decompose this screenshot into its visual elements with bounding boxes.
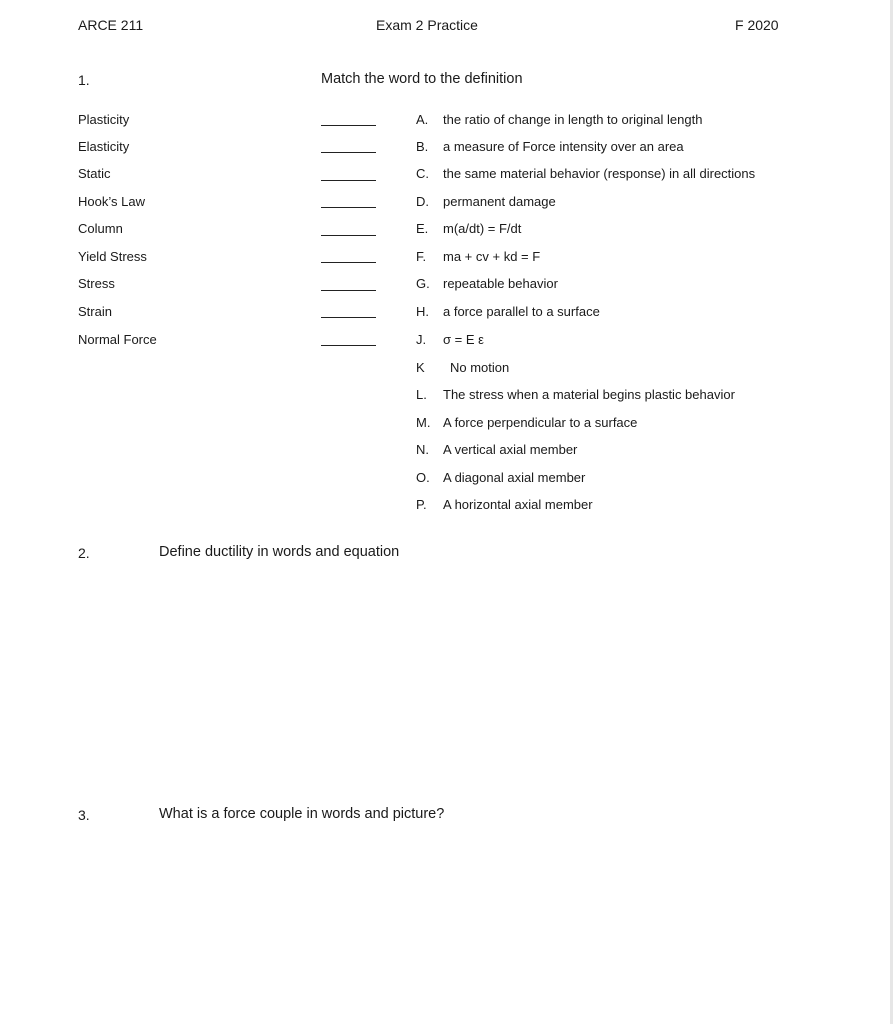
definition-letter: J. — [416, 332, 427, 347]
term-item: Plasticity — [78, 112, 130, 127]
definition-letter: C. — [416, 166, 429, 181]
answer-blank[interactable] — [321, 345, 376, 346]
definition-letter: H. — [416, 304, 429, 319]
definition-text: the ratio of change in length to original length — [443, 112, 703, 127]
answer-blank[interactable] — [321, 152, 376, 153]
term-item: Strain — [78, 304, 112, 319]
term-item: Column — [78, 221, 123, 236]
course-code: ARCE 211 — [78, 17, 144, 33]
definition-text: permanent damage — [443, 194, 556, 209]
question-2-number: 2. — [78, 545, 90, 561]
definition-text: No motion — [450, 360, 510, 375]
term-item: Static — [78, 166, 111, 181]
term-label: F 2020 — [735, 17, 779, 33]
question-2-prompt: Define ductility in words and equation — [159, 544, 400, 560]
question-3-prompt: What is a force couple in words and picture? — [159, 806, 445, 822]
definition-text: the same material behavior (response) in all directions — [443, 166, 756, 181]
answer-blank[interactable] — [321, 235, 376, 236]
definition-letter: B. — [416, 139, 429, 154]
definition-letter: G. — [416, 276, 430, 291]
term-item: Hook’s Law — [78, 194, 145, 209]
definition-text: σ = E ε — [443, 332, 484, 347]
definition-text: The stress when a material begins plastic behavior — [443, 387, 735, 402]
term-item: Stress — [78, 276, 115, 291]
definition-text: a measure of Force intensity over an area — [443, 139, 684, 154]
definition-text: ma + cv + kd = F — [443, 249, 541, 264]
answer-blank[interactable] — [321, 207, 376, 208]
term-item: Normal Force — [78, 332, 157, 347]
definition-letter: L. — [416, 387, 427, 402]
exam-title: Exam 2 Practice — [376, 17, 478, 33]
answer-blank[interactable] — [321, 262, 376, 263]
definition-letter: P. — [416, 497, 427, 512]
answer-blank[interactable] — [321, 317, 376, 318]
definition-letter: N. — [416, 442, 429, 457]
definition-letter: M. — [416, 415, 431, 430]
definition-letter: D. — [416, 194, 429, 209]
definition-letter: O. — [416, 470, 430, 485]
definition-text: A vertical axial member — [443, 442, 578, 457]
definition-text: A diagonal axial member — [443, 470, 586, 485]
definition-letter: F. — [416, 249, 427, 264]
answer-blank[interactable] — [321, 180, 376, 181]
definition-text: A horizontal axial member — [443, 497, 593, 512]
definition-text: A force perpendicular to a surface — [443, 415, 638, 430]
answer-blank[interactable] — [321, 125, 376, 126]
term-item: Yield Stress — [78, 249, 147, 264]
definition-letter: A. — [416, 112, 429, 127]
definition-text: m(a/dt) = F/dt — [443, 221, 522, 236]
definition-text: repeatable behavior — [443, 276, 558, 291]
definition-text: a force parallel to a surface — [443, 304, 600, 319]
definition-letter: E. — [416, 221, 429, 236]
question-3-number: 3. — [78, 807, 90, 823]
question-1-number: 1. — [78, 72, 90, 88]
question-1-prompt: Match the word to the definition — [321, 71, 523, 87]
definition-letter: K — [416, 360, 425, 375]
term-item: Elasticity — [78, 139, 130, 154]
answer-blank[interactable] — [321, 290, 376, 291]
